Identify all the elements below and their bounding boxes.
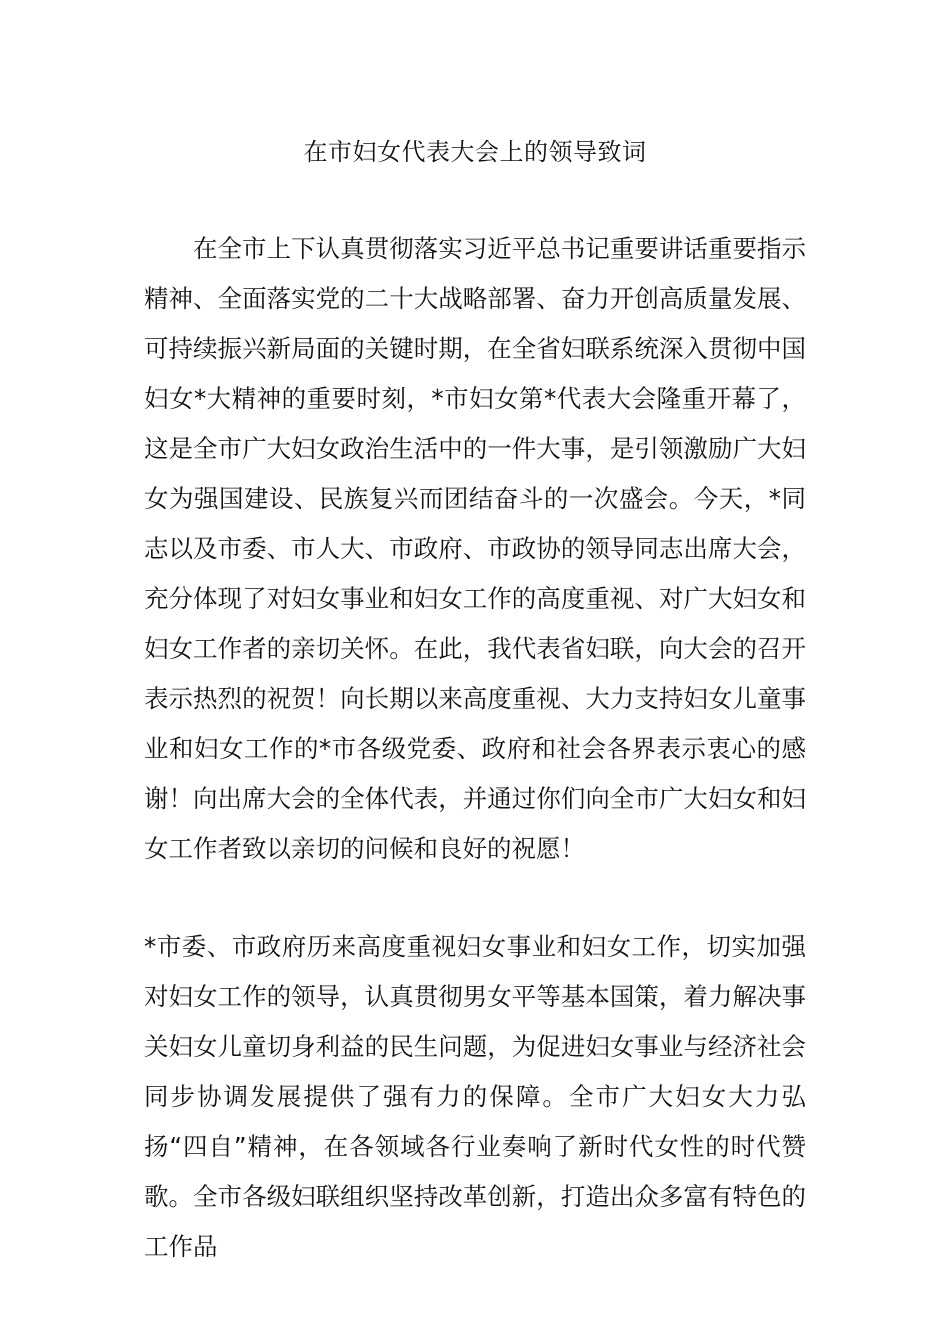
paragraph-opening: 在全市上下认真贯彻落实习近平总书记重要讲话重要指示精神、全面落实党的二十大战略部署、奋力开创高质量发展、可持续振兴新局面的关键时期，在全省妇联系统深入贯彻中国妇女*大精神的重要时刻，*市妇女第*代表大会隆重开幕了，这是全市广大妇女政治生活中的一件大事，是引领激励广大妇女为强国建设、民族复兴而团结奋斗的一次盛会。今天，*同志以及市委、市人大、市政府、市政协的领导同志出席大会，充分体现了对妇女事业和妇女工作的高度重视、对广大妇女和妇女工作者的亲切关怀。在此，我代表省妇联，向大会的召开表示热烈的祝贺！向长期以来高度重视、大力支持妇女儿童事业和妇女工作的*市各级党委、政府和社会各界表示衷心的感谢！向出席大会的全体代表，并通过你们向全市广大妇女和妇女工作者致以亲切的问候和良好的祝愿！ <box>144 234 806 863</box>
document-title: 在市妇女代表大会上的领导致词 <box>303 138 647 166</box>
paragraph-second: *市委、市政府历来高度重视妇女事业和妇女工作，切实加强对妇女工作的领导，认真贯彻男女平等基本国策，着力解决事关妇女儿童切身利益的民生问题，为促进妇女事业与经济社会同步协调发展提供了强有力的保障。全市广大妇女大力弘扬“四自”精神，在各领域各行业奏响了新时代女性的时代赞歌。全市各级妇联组织坚持改革创新，打造出众多富有特色的工作品 <box>144 932 806 1261</box>
